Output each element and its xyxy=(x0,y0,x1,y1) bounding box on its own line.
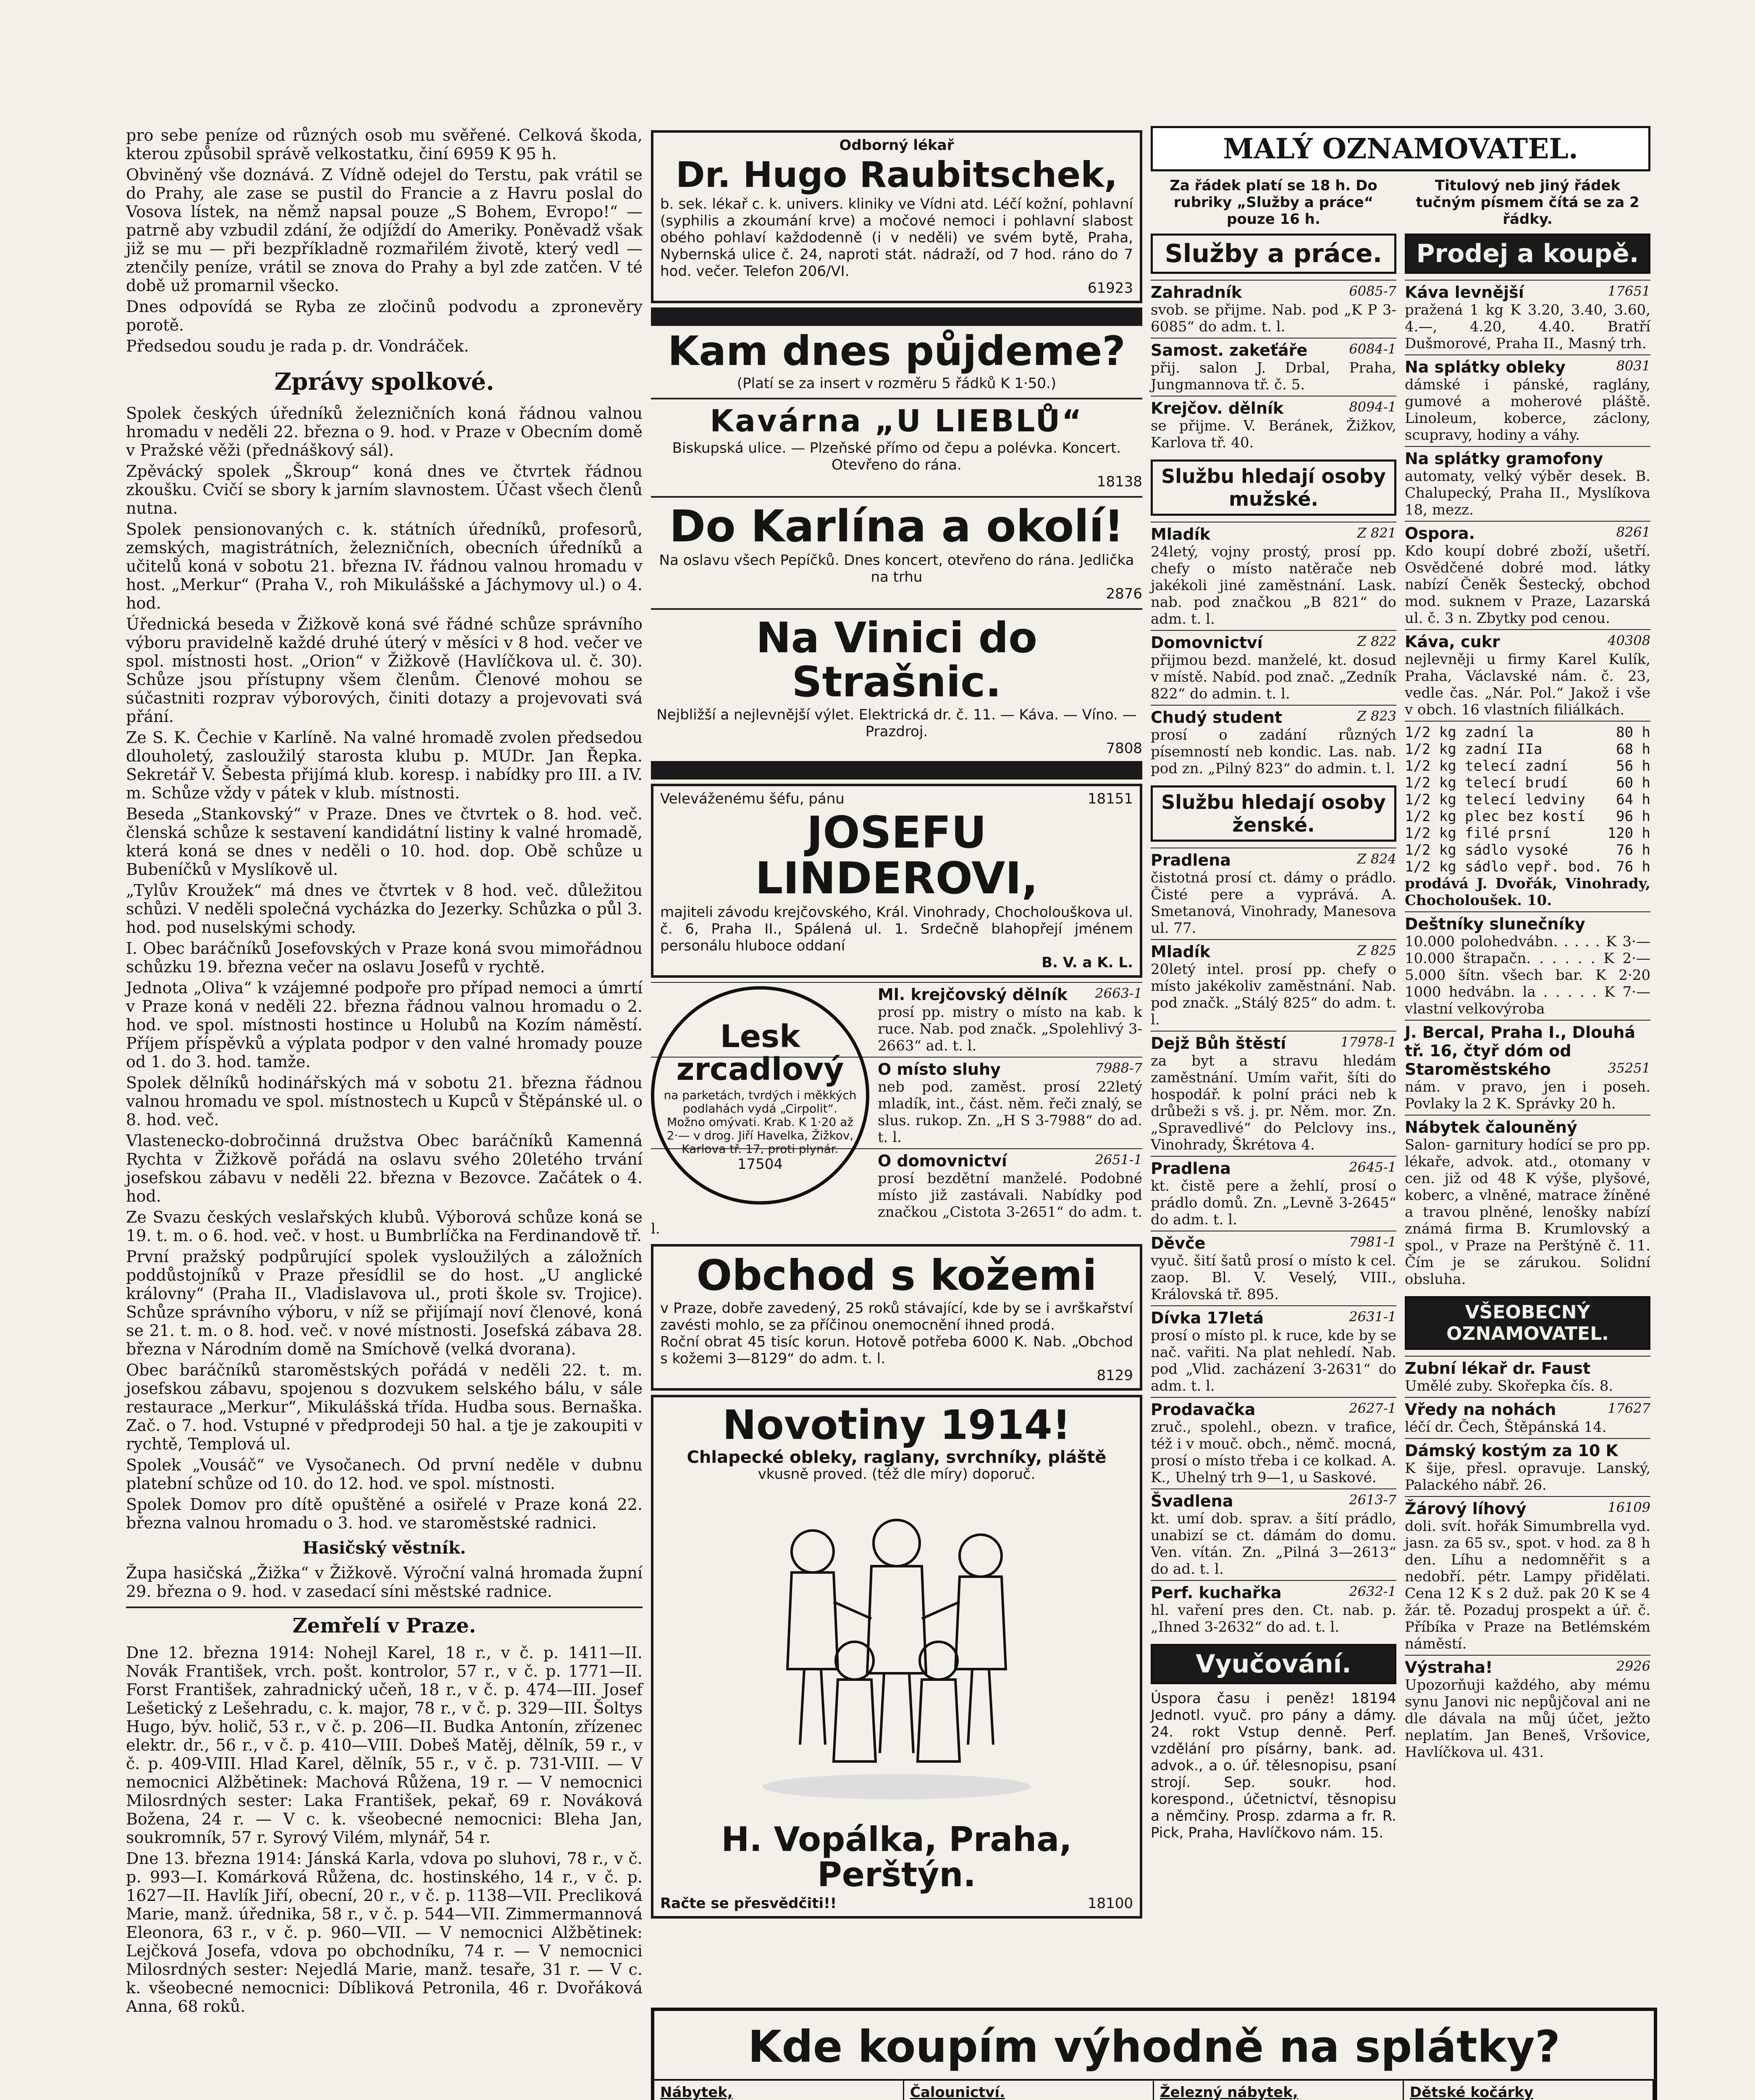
newspaper-page xyxy=(126,126,1650,2100)
paragraph: Zpěvácký spolek „Škroup“ koná dnes ve čtvrtek řádnou zkoušku. Cvičí se sbory k jarním slavnostem. Účast všech členů nutna. xyxy=(126,462,643,517)
paragraph: Obec baráčníků staroměstských pořádá v neděli 22. t. m. josefskou zábavu, spojenou s dozvukem selského bálu, v sále restaurace „Merkur“, Mikulášská třída. Hudba sous. Bernaška. Zač. o 7. hod. Vstupné v předprodeji 50 hal. a tje je zakoupiti v rychtě, Templová ul. xyxy=(126,1361,643,1453)
paragraph: „Tylův Kroužek“ má dnes ve čtvrtek v 8 hod. več. důležitou schůzi. V neděli společná vycházka do Jezerky. Schůzka o půl 3. hod. pod nuselskými schody. xyxy=(126,881,643,937)
classified-ad xyxy=(1151,939,1396,1031)
ad-title: Chudý student xyxy=(1151,708,1283,727)
lesk-block xyxy=(651,982,1142,1240)
ad-code: 35251 xyxy=(1608,1060,1650,1076)
paragraph: Dne 12. března 1914: Nohejl Karel, 18 r., v č. p. 1411—II. Novák František, vrch. pošt. kontrolor, 57 r., v č. p. 1771—II. Forst František, zahradnický učeň, 18 r., v č. p. 474—III. Josef Lešetický z Lešehradu, c. k. major, 78 r., v č. p. 329—III. Šoltys Hugo, býv. holič, 53 r., v č. p. 206—II. Budka Antonín, zřízenec elektr. dr., 56 r., v č. p. 410—VIII. Dobeš Matěj, dělník, 59 r., v č. p. 409-VIII. Hlad Karel, dělník, 55 r., v č. p. 731-VIII. — V nemocnici Alžbětinek: Machová Růžena, 19 r. — V nemocnici Milosrdných sester: Laka František, pekař, 69 r. Nováková Božena, 24 r. — V c. k. všeobecné nemocnici: Bleha Jan, soukromník, 57 r. Syrový Vilém, mlynář, 54 r. xyxy=(126,1643,643,1847)
ad-title: Výstraha! xyxy=(1405,1658,1493,1677)
installment-cell xyxy=(904,2081,1154,2100)
classified-ad xyxy=(1151,1580,1396,1638)
installment-title: Kde koupím výhodně na splátky? xyxy=(748,2021,1561,2072)
ad-title: Dejž Bůh štěstí xyxy=(1151,1034,1286,1053)
price-value: 56 h xyxy=(1616,758,1650,774)
ad-code: 6084-1 xyxy=(1349,341,1396,357)
ad-code: 18151 xyxy=(1087,790,1133,807)
classified-ad xyxy=(1405,1438,1650,1496)
section-head-muzske: Službu hledají osoby mužské. xyxy=(1151,459,1396,516)
ad-code: 8031 xyxy=(1616,358,1650,374)
ad-text: prodává J. Dvořák, Vinohrady, Chocholoušek. 10. xyxy=(1405,875,1650,909)
cell-title: Železný nábytek, xyxy=(1160,2084,1298,2100)
ad-title: Káva levnější xyxy=(1405,283,1524,302)
ad-code: 7988-7 xyxy=(1095,1060,1142,1076)
obchod-text2: Roční obrat 45 tisíc korun. Hotově potřeba 6000 K. Nab. „Obchod s kožemi 3—8129“ do adm. t. l. xyxy=(660,1334,1133,1368)
ad-title: Zubní lékař dr. Faust xyxy=(1405,1359,1591,1378)
section-title: Hasičský věstník. xyxy=(302,1538,466,1558)
classifieds-left xyxy=(1151,228,1396,1841)
ad-code: 2663-1 xyxy=(1095,985,1142,1002)
column-ads-middle xyxy=(651,126,1142,1923)
ad-title: Mladík xyxy=(1151,525,1210,543)
ad-text: za byt a stravu hledám zaměstnání. Umím vařit, šíti do hospodář. k polní práci neb k drůbeži s vš. j. pr. Něm. mor. Zn. „Spravedlivé“ do Pelclovy ins., Vinohrady, Škrétova 4. xyxy=(1151,1053,1396,1153)
ad-text: hl. vaření pres den. Ct. nab. p. „Ihned 3-2632“ do ad. t. l. xyxy=(1151,1602,1396,1635)
ad-text: Upozorňuji každého, aby mému synu Janovi nic nepůjčoval ani ne dle dávala na můj účet, ježto neplatím. Jan Beneš, Vršovice, Havlíčkova ul. 431. xyxy=(1405,1677,1650,1761)
classifieds-columns xyxy=(1151,228,1650,1841)
ad-text: přij. salon J. Drbal, Praha, Jungmannova tř. č. 5. xyxy=(1151,360,1396,393)
price-item: 1/2 kg sádlo vepř. bod. xyxy=(1405,858,1603,875)
meat-price-list xyxy=(1405,721,1650,911)
classified-ad xyxy=(1151,280,1396,338)
ad-code: 2632-1 xyxy=(1349,1583,1396,1599)
ad-footer-row xyxy=(660,1895,1133,1912)
ad-text: 10.000 polohedvábn. . . . . K 3·— 10.000 štrapačn. . . . . . K 2·— 5.000 šítn. všech bar. K 2·20 1000 hedvábn. la . . . . . K 7·— vlastní velkovýroba xyxy=(1405,933,1650,1017)
installment-cell xyxy=(1154,2081,1404,2100)
paragraph: I. Obec baráčníků Josefovských v Praze koná svou mimořádnou schůzku 19. března večer na oslavu Josefů v rychtě. xyxy=(126,939,643,976)
price-value: 76 h xyxy=(1616,858,1650,875)
ad-text: neb pod. zaměst. prosí 22letý mladík, int., část. něm. řeči znalý, se slus. rukop. Zn. „H S 3-7988“ do ad. t. l. xyxy=(878,1079,1142,1146)
ad-text: prosí pp. mistry o místo na kab. k ruce. Nab. pod značk. „Spolehlivý 3-2663“ ad. t. l. xyxy=(878,1004,1142,1055)
classifieds-right xyxy=(1405,228,1650,1841)
cell-title: Nábytek, xyxy=(660,2084,733,2100)
paragraph: Dnes odpovídá se Ryba ze zločinů podvodu a zpronevěry porotě. xyxy=(126,297,643,334)
classified-ad xyxy=(1405,280,1650,354)
vinici-text: Nejbližší a nejlevnější výlet. Elektrická dr. č. 11. — Káva. — Víno. — Prazdroj. xyxy=(656,706,1137,740)
ad-code: 7981-1 xyxy=(1349,1234,1396,1250)
novotiny-title: Novotiny 1914! xyxy=(722,1402,1071,1449)
lesk-ad xyxy=(651,986,869,1205)
classified-ad xyxy=(1151,1305,1396,1397)
ad-code: Z 821 xyxy=(1357,525,1396,541)
section-head-zenske: Službu hledají osoby ženské. xyxy=(1151,785,1396,842)
column-classifieds xyxy=(1151,126,1650,1841)
ad-title: Dr. Hugo Raubitschek, xyxy=(675,154,1118,195)
ad-title: Krejčov. dělník xyxy=(1151,399,1284,417)
paragraph: Úřednická beseda v Žižkově koná své řádné schůze správního výboru pravidelně každé druhé úterý v měsíci v 8 hod. večer ve spol. místnosti host. „Orion“ v Žižkově (Havlíčkova ul. č. 30). Schůze jsou přístupny všem členům. Členové mohou se súčastniti rozprav výborových, činiti dotazy a projevovati svá přání. xyxy=(126,615,643,726)
ad-title: Dívka 17letá xyxy=(1151,1309,1264,1327)
ad-code: 17978-1 xyxy=(1341,1034,1396,1050)
ad-title: Káva, cukr xyxy=(1405,633,1500,651)
ad-text: nejlevněji u firmy Karel Kulík, Praha, Václavské nám. č. 23, vedle čas. „Nár. Pol.“ Jakož i vše v obch. 16 vlastních filiálkách. xyxy=(1405,651,1650,718)
ad-header-row xyxy=(660,790,1133,807)
paragraph: Spolek českých úředníků železničních koná řádnou valnou hromadu v neděli 22. března o 9. hod. v Praze v Obecním domě v Pražské věži (přednáškový sál). xyxy=(126,404,643,459)
ad-code: Z 823 xyxy=(1357,708,1396,724)
vopalka-name: H. Vopálka, Praha, Perštýn. xyxy=(721,1819,1072,1894)
ad-code: 2876 xyxy=(1106,585,1142,602)
kavarna-text: Biskupská ulice. — Plzeňské přímo od čepu a polévka. Koncert. Otevřeno do rána. xyxy=(672,439,1121,473)
pricing-left: Za řádek platí se 18 h. Do rubriky „Služby a práce“ pouze 16 h. xyxy=(1170,177,1377,228)
price-row xyxy=(1405,842,1650,858)
price-row xyxy=(1405,724,1650,741)
ad-title: Na splátky obleky xyxy=(1405,358,1566,376)
ad-text: Salon- garnitury hodící se pro pp. lékaře, advok. atd., otomany v cen. již od 48 K výše, plyšové, koberc, a vlněné, matrace žíněné a travou plněné, lenošky nabízí známá firma B. Krumlovský a spol., v Praze na Perštýně č. 11. Čím je se zárukou. Solidní obsluha. xyxy=(1405,1137,1650,1288)
paragraph: Beseda „Stankovský“ v Praze. Dnes ve čtvrtek o 8. hod. več. členská schůze k sestavení kandidátní listiny k valné hromadě, která koná se dnes v neděli o 10. hod. dop. Obě schůze u Bubeníčků v Myslíkově ul. xyxy=(126,805,643,879)
linder-text: majiteli závodu krejčovského, Král. Vinohrady, Chocholouškova ul. č. 6, Praha II., Spálená ul. 1. Srdečně blahopřejí jménem personálu hluboce oddaní xyxy=(660,904,1133,955)
ad-text: se přijme. V. Beránek, Žižkov, Karlova tř. 40. xyxy=(1151,417,1396,451)
ad-text: zruč., spolehl., obezn. v trafice, též i v mouč. obch., němč. mocná, prosí o místo třeba i ce kolkad. A. K., Uhelný trh 9—1, u Saskové. xyxy=(1151,1419,1396,1486)
ad-text: prosí o místo pl. k ruce, kde by se nač. vařiti. Na plat nehledí. Nab. pod „Vlid. zacházení 3-2631“ do adm. t. l. xyxy=(1151,1327,1396,1394)
ad-code: 16109 xyxy=(1608,1499,1650,1515)
classified-ad xyxy=(1405,629,1650,721)
kam-note: (Platí se za insert v rozměru 5 řádků K 1·50.) xyxy=(737,375,1057,392)
price-row xyxy=(1405,808,1650,825)
obchod-ad xyxy=(651,1244,1142,1391)
ad-title: Děvče xyxy=(1151,1234,1206,1252)
ad-text: 24letý, vojny prostý, prosí pp. chefy o místo natěrače neb jakékoli jiné zaměstnání. Lask. nab. pod značkou „B 821“ do adm. t. l. xyxy=(1151,543,1396,627)
ad-code: 8261 xyxy=(1616,524,1650,540)
ad-text: prosí bezdětní manželé. Podobné místo již zastávali. Nabídky pod značkou „Cistota 3-2651“ do adm. t. l. xyxy=(651,1170,1142,1238)
ad-code: 6085-7 xyxy=(1349,283,1396,299)
novotiny-sub2: vkusně proved. (též dle míry) doporuč. xyxy=(758,1465,1036,1483)
linder-ad xyxy=(651,784,1142,978)
classified-ad xyxy=(1405,446,1650,521)
ad-title: Pradlena xyxy=(1151,1159,1231,1178)
price-item: 1/2 kg telecí ledviny xyxy=(1405,791,1585,808)
ad-code: 2645-1 xyxy=(1349,1159,1396,1175)
obchod-text: v Praze, dobře zavedený, 25 roků stávající, kde by se i avrškařství zavésti mohlo, se za příčinou onemocnění ihned prodá. xyxy=(660,1300,1133,1334)
ad-code: Z 825 xyxy=(1357,942,1396,958)
paragraph: Spolek pensionovaných c. k. státních úředníků, profesorů, zemských, magistrátních, železničních, obecních úředníků a učitelů koná v sobotu 21. března IV. řádnou valnou hromadu v host. „Merkur“ (Praha V., roh Mikulášské a Jáchymovy ul.) o 4. hod. xyxy=(126,520,643,612)
ad-text: svob. se přijme. Nab. pod „K P 3-6085“ do adm. t. l. xyxy=(1151,302,1396,335)
ad-title: Nábytek čalouněný xyxy=(1405,1118,1577,1137)
ad-code: 7808 xyxy=(1106,740,1142,757)
classified-ad xyxy=(1405,1655,1650,1763)
ad-title: Mladík xyxy=(1151,942,1210,961)
vyucovani-text: Úspora času i peněz! 18194 Jednotl. vyuč. pro pány a dámy. 24. rokt Vstup denně. Perf. vzdělání pro písárny, bank. ad. advok., a o. úř. tělesnopisu, psaní strojí. Sep. soukr. hod. korespond., účetnictví, těsnopisu a němčiny. Prosp. zdarma a fr. R. Pick, Praha, Havlíčkovo nám. 15. xyxy=(1151,1690,1396,1841)
divider xyxy=(651,761,1142,780)
ad-title: Ml. krejčovský dělník xyxy=(878,985,1068,1004)
ad-text: dámské i pánské, raglány, gumové a moherové pláště. Linoleum, koberce, záclony, scupravy, hodiny a váhy. xyxy=(1405,376,1650,444)
children-illustration xyxy=(660,1488,1133,1816)
price-row xyxy=(1405,758,1650,774)
classified-ad xyxy=(1151,396,1396,454)
price-row xyxy=(1405,791,1650,808)
ad-code: 2926 xyxy=(1616,1658,1650,1674)
cell-title: Dětské kočárky xyxy=(1410,2084,1534,2100)
section-head-vyucovani: Vyučování. xyxy=(1151,1644,1396,1684)
price-value: 68 h xyxy=(1616,741,1650,758)
karlin-text: Na oslavu všech Pepíčků. Dnes koncert, otevřeno do rána. Jedlička na trhu xyxy=(659,551,1134,585)
novotiny-sub: Chlapecké obleky, raglany, svrchníky, pláště xyxy=(687,1447,1107,1467)
section-head-sluzby: Služby a práce. xyxy=(1151,234,1396,274)
classified-ad xyxy=(1151,522,1396,630)
ad-text: prosí o zadání různých písemností neb kondic. Las. nab. pod zn. „Pilný 823“ do admin. t. l. xyxy=(1151,727,1396,777)
paragraph: Vlastenecko-dobročinná družstva Obec baráčníků Kamenná Rychta v Žižkově pořádá na oslavu svého 20letého trvání josefskou zábavu v neděli 22. března v Bezovce. Začátek o 4. hod. xyxy=(126,1131,643,1205)
lesk-text: na parketách, tvrdých i měkkých podlahách vydá „Cirpolit“. Možno omývati. Krab. K 1·20 až 2·— v drog. Jiří Havelka, Žižkov, Karlova tř. 17, proti plynár. xyxy=(664,1088,857,1156)
pricing-right: Titulový neb jiný řádek tučným písmem čítá se za 2 řádky. xyxy=(1416,177,1640,228)
ad-text: Kdo koupí dobré zboží, ušetří. Osvědčené dobré mod. látky nabízí Čeněk Šestecký, obchod mod. suknem v Praze, Lazarská ul. č. 3 n. Zbytky pod cenou. xyxy=(1405,543,1650,627)
paragraph: Ze S. K. Čechie v Karlíně. Na valné hromadě zvolen předsedou dlouholetý, zasloužilý starosta klubu p. MUDr. Jan Řepka. Sekretář V. Šebesta přijímá klub. koresp. i nabídky pro III. a IV. m. Schůze vždy v pátek v klub. místnosti. xyxy=(126,728,643,802)
section-title: Zprávy spolkové. xyxy=(274,368,494,396)
cell-title: Čalounictví. xyxy=(910,2084,1005,2100)
classified-ad xyxy=(1405,911,1650,1020)
ad-title: Vředy na nohách xyxy=(1405,1400,1556,1419)
ad-code: 8129 xyxy=(1097,1367,1133,1384)
vinici-title: Na Vinici do Strašnic. xyxy=(756,613,1038,706)
ad-text: nám. v pravo, jen i poseh. Povlaky la 2 K. Správky 20 h. xyxy=(1405,1079,1650,1112)
ad-code: 17627 xyxy=(1608,1400,1650,1416)
divider xyxy=(651,398,1142,399)
paragraph: Ze Svazu českých veslařských klubů. Výborová schůze koná se 19. t. m. o 6. hod. več. v host. u Bumbrlíčka na Ferdinandově tř. xyxy=(126,1208,643,1245)
lesk-title: Lesk zrcadlový xyxy=(676,1018,844,1088)
ad-text: doli. svít. hořák Simumbrella vyd. jasn. za 65 sv., spot. v hod. za 8 h den. Líhu a nedomněřit s a nedobří. pétr. Lampy přidělati. Cena 12 K s 2 duž. pak 20 K se 4 žár. tě. Pozaduj prospekt a úř. č. Příbíka v Praze na Betlémském náměstí. xyxy=(1405,1518,1650,1652)
price-row xyxy=(1405,858,1650,875)
installment-ad-box xyxy=(651,2008,1657,2100)
paragraph: Župa hasičská „Žižka“ v Žižkově. Výroční valná hromada župní 29. března o 9. hod. v zasedací síni městské radnice. xyxy=(126,1564,643,1601)
ad-title: Švadlena xyxy=(1151,1492,1233,1510)
classified-ad xyxy=(1405,1356,1650,1397)
ad-code: 2613-7 xyxy=(1349,1492,1396,1508)
paragraph: Předsedou soudu je rada p. dr. Vondráček. xyxy=(126,337,469,355)
price-value: 60 h xyxy=(1616,774,1650,791)
ad-text: přijmou bezd. manželé, kt. dosud v místě. Nabíd. pod znač. „Zedník 822“ do admin. t. l. xyxy=(1151,652,1396,702)
maly-pricing xyxy=(1151,177,1650,228)
ad-title: Ospora. xyxy=(1405,524,1475,543)
ad-text: léčí dr. Čech, Štěpánská 14. xyxy=(1405,1419,1607,1436)
classified-ad xyxy=(1151,705,1396,780)
ad-title: O domovnictví xyxy=(878,1152,1007,1171)
price-row xyxy=(1405,741,1650,758)
ad-title: Samost. zakeťáře xyxy=(1151,341,1308,360)
section-head-prodej: Prodej a koupě. xyxy=(1405,234,1650,274)
classified-ad xyxy=(1405,1020,1650,1115)
ad-code: 18100 xyxy=(1087,1895,1133,1912)
ad-title: Pradlena xyxy=(1151,851,1231,869)
ad-kicker: Odborný lékař xyxy=(839,137,954,154)
ad-title: Perf. kuchařka xyxy=(1151,1583,1282,1602)
ad-text: K šije, přesl. opravuje. Lanský, Palackého nábř. 26. xyxy=(1405,1460,1650,1494)
ad-text: kt. umí dob. sprav. a šití prádlo, unabizí se ct. dámám do domu. Ven. vítán. Zn. „Pilná 3—2613“ do ad. t. l. xyxy=(1151,1510,1396,1578)
price-row xyxy=(1405,774,1650,791)
price-value: 80 h xyxy=(1616,724,1650,741)
price-item: 1/2 kg plec bez kostí xyxy=(1405,808,1585,825)
price-value: 64 h xyxy=(1616,791,1650,808)
ad-text: Umělé zuby. Skořepka čís. 8. xyxy=(1405,1378,1613,1394)
price-value: 120 h xyxy=(1607,825,1650,842)
ad-text: vyuč. šití šatů prosí o místo k cel. zaop. Bl. V. Veselý, VIII., Královská tř. 895. xyxy=(1151,1252,1396,1303)
classified-ad xyxy=(1151,848,1396,939)
ad-code: 17504 xyxy=(737,1155,783,1173)
novotiny-ad xyxy=(651,1395,1142,1919)
ad-title: Prodavačka xyxy=(1151,1400,1256,1419)
ad-title: Domovnictví xyxy=(1151,633,1263,652)
linder-salute: Veleváženému šéfu, pánu xyxy=(660,790,845,807)
paragraph: Spolek dělníků hodinářských má v sobotu 21. března řádnou valnou hromadu ve spol. místnostech u Kupců v Štěpánské ul. o 8. hod. več. xyxy=(126,1074,643,1129)
price-item: 1/2 kg sádlo vysoké xyxy=(1405,842,1568,858)
ad-code: 61923 xyxy=(1087,280,1133,297)
ad-code: 18138 xyxy=(1097,473,1142,490)
divider xyxy=(651,608,1142,610)
classified-ad xyxy=(1405,521,1650,629)
ad-title: O místo sluhy xyxy=(878,1060,1001,1079)
column-news xyxy=(126,126,643,2018)
price-row xyxy=(1405,825,1650,842)
kam-title: Kam dnes půjdeme? xyxy=(668,328,1125,375)
price-item: 1/2 kg filé prsní xyxy=(1405,825,1551,842)
classified-ad xyxy=(1405,1496,1650,1655)
classified-ad xyxy=(1151,1397,1396,1488)
paragraph: První pražský podpůrující spolek vysloužilých a záložních poddůstojníků v Praze přesídlil se do host. „U anglické královny“ (Praha II., Vladislavova ul., proti škole sv. Trojice). Schůze správního výboru, v níž se přijímají noví členové, koná se 21. t. m. o 8. hod. več. v nové místnosti. Josefská zábava 28. března v Národním domě na Smíchově (velká dvorana). xyxy=(126,1247,643,1358)
paragraph: Obviněný vše doznává. Z Vídně odejel do Terstu, pak vrátil se do Prahy, ale zase se pustil do Francie a z Havru poslal do Vosova lístek, na němž napsal pouze „S Bohem, Evropo!“ — patrně aby vzbudil zdání, že odjíždí do Ameriky. Poněvadž však již se mu — při bezpříkladně rozmařilém životě, který vedl — ztenčily peníze, vrátil se znova do Prahy a byl zde zatčen. V té době už promarnil všecko. xyxy=(126,165,643,295)
karlin-title: Do Karlína a okolí! xyxy=(669,500,1124,552)
paragraph: Dne 13. března 1914: Jánská Karla, vdova po sluhovi, 78 r., v č. p. 993—I. Komárková Růžena, dc. hostinského, 14 r., v č. p. 1627—II. Havlík Jiří, obecní, 20 r., v č. p. 1138—VII. Precliková Marie, manž. úřednika, 58 r., v č. p. 544—VII. Zimmermannová Eleonora, 63 r., v č. p. 960—VII. — V nemocnici Alžbětinek: Lejčková Josefa, vdova po obchodníku, 74 r. — V nemocnici Milosrdných sester: Nejedlá Marie, manž. tesaře, 31 r. — V c. k. všeobecné nemocnici: Díbliková Petronila, 46 r. Dvořáková Anna, 68 roků. xyxy=(126,1849,643,2016)
divider xyxy=(651,496,1142,498)
section-head-vseobecny: VŠEOBECNÝ OZNAMOVATEL. xyxy=(1405,1296,1650,1350)
ad-code: Z 822 xyxy=(1357,633,1396,649)
price-item: 1/2 kg zadní la xyxy=(1405,724,1534,741)
ad-text: automaty, velký výběr desek. B. Chalupecký, Praha II., Myslíkova 18, mezz. xyxy=(1405,468,1650,518)
ad-text: čistotná prosí ct. dámy o prádlo. Čisté pere a vyprává. A. Smetanová, Vinohrady, Manesova ul. 77. xyxy=(1151,869,1396,937)
classified-ad xyxy=(1151,630,1396,705)
linder-name: JOSEFU LINDEROVI, xyxy=(755,806,1038,904)
classified-ad xyxy=(1151,1031,1396,1156)
ad-title: J. Bercal, Praha I., Dlouhá tř. 16, čtyř dóm od Staroměstského xyxy=(1405,1023,1635,1079)
ad-code: 2631-1 xyxy=(1349,1309,1396,1325)
ad-text: 20letý intel. prosí pp. chefy o místo jakékoliv zaměstnání. Nab. pod značk. „Stálý 825“ do adm. t. l. xyxy=(1151,961,1396,1028)
paragraph: Spolek Domov pro dítě opuštěné a osiřelé v Praze koná 22. března valnou hromadu o 3. hod. ve staroměstské radnici. xyxy=(126,1495,643,1532)
paragraph: Spolek „Vousáč“ ve Vysočanech. Od první neděle v dubnu platební schůze od 10. do 12. hod. ve spol. místnosti. xyxy=(126,1456,643,1493)
ad-title: Zahradník xyxy=(1151,283,1242,302)
ad-code: 17651 xyxy=(1608,283,1650,299)
ad-title: Na splátky gramofony xyxy=(1405,449,1603,468)
ad-text: b. sek. lékař c. k. univers. kliniky ve Vídni atd. Léčí kožní, pohlavní (syphilis a zkoumání krve) a močové nemoci i pohlavní slabost obého pohlaví každodenně (i v neděli) ve svém bytě, Praha, Nybernská ulice č. 24, naproti stát. nádraží, od 7 hod. ráno do 7 hod. večer. Telefon 206/VI. xyxy=(660,196,1133,280)
installment-grid xyxy=(654,2079,1654,2100)
ad-title: Deštníky slunečníky xyxy=(1405,915,1585,933)
vopalka-note: Račte se přesvědčiti!! xyxy=(660,1895,837,1912)
classified-ad xyxy=(1151,1231,1396,1305)
installment-cell xyxy=(1404,2081,1654,2100)
section-title: Zemřelí v Praze. xyxy=(292,1614,476,1638)
divider xyxy=(126,1606,643,1608)
ad-text: pražená 1 kg K 3.20, 3.40, 3.60, 4.—, 4.20, 4.40. Bratří Dušmorové, Praha II., Masný trh. xyxy=(1405,302,1650,352)
doctor-ad xyxy=(651,130,1142,303)
ad-code: 2627-1 xyxy=(1349,1400,1396,1416)
linder-sign: B. V. a K. L. xyxy=(1041,954,1133,971)
price-value: 76 h xyxy=(1616,842,1650,858)
ad-text: kt. čistě pere a žehlí, prosí o prádlo domů. Zn. „Levně 3-2645“ do adm. t. l. xyxy=(1151,1178,1396,1228)
kavarna-name: Kavárna „U LIEBLŮ“ xyxy=(710,403,1083,438)
price-item: 1/2 kg telecí brudí xyxy=(1405,774,1568,791)
paragraph: Jednota „Oliva“ k vzájemné podpoře pro případ nemoci a úmrtí v Praze koná v neděli 22. března řádnou valnou hromadu o 2. hod. ve spol. místnosti hostince u Holubů na Kozím náměstí. Příjem příspěvků a výplata podpor v den valné hromady pouze od 1. do 3. hod. tamže. xyxy=(126,979,643,1071)
obchod-title: Obchod s kožemi xyxy=(696,1251,1097,1300)
divider xyxy=(651,307,1142,326)
maly-oznamovatel-banner: MALÝ OZNAMOVATEL. xyxy=(1151,126,1650,171)
price-item: 1/2 kg telecí zadní xyxy=(1405,758,1568,774)
ad-title: Dámský kostým za 10 K xyxy=(1405,1441,1618,1460)
ad-title: Žárový líhový xyxy=(1405,1499,1527,1518)
installment-cell xyxy=(654,2081,904,2100)
ad-code: 40308 xyxy=(1608,633,1650,648)
ad-code: 2651-1 xyxy=(1095,1152,1142,1168)
ad-code: Z 824 xyxy=(1357,851,1396,867)
children-dancing-illustration xyxy=(745,1493,1048,1812)
classified-ad xyxy=(1405,1115,1650,1290)
paragraph: pro sebe peníze od různých osob mu svěřené. Celková škoda, kterou způsobil správě velkostatku, činí 6959 K 95 h. xyxy=(126,126,643,163)
classified-ad xyxy=(1151,1488,1396,1580)
price-value: 96 h xyxy=(1616,808,1650,825)
classified-ad xyxy=(1405,354,1650,446)
price-item: 1/2 kg zadní IIa xyxy=(1405,741,1543,758)
classified-ad xyxy=(1151,1156,1396,1231)
classified-ad xyxy=(1151,338,1396,396)
classified-ad xyxy=(1405,1397,1650,1438)
ad-code: 8094-1 xyxy=(1349,399,1396,415)
